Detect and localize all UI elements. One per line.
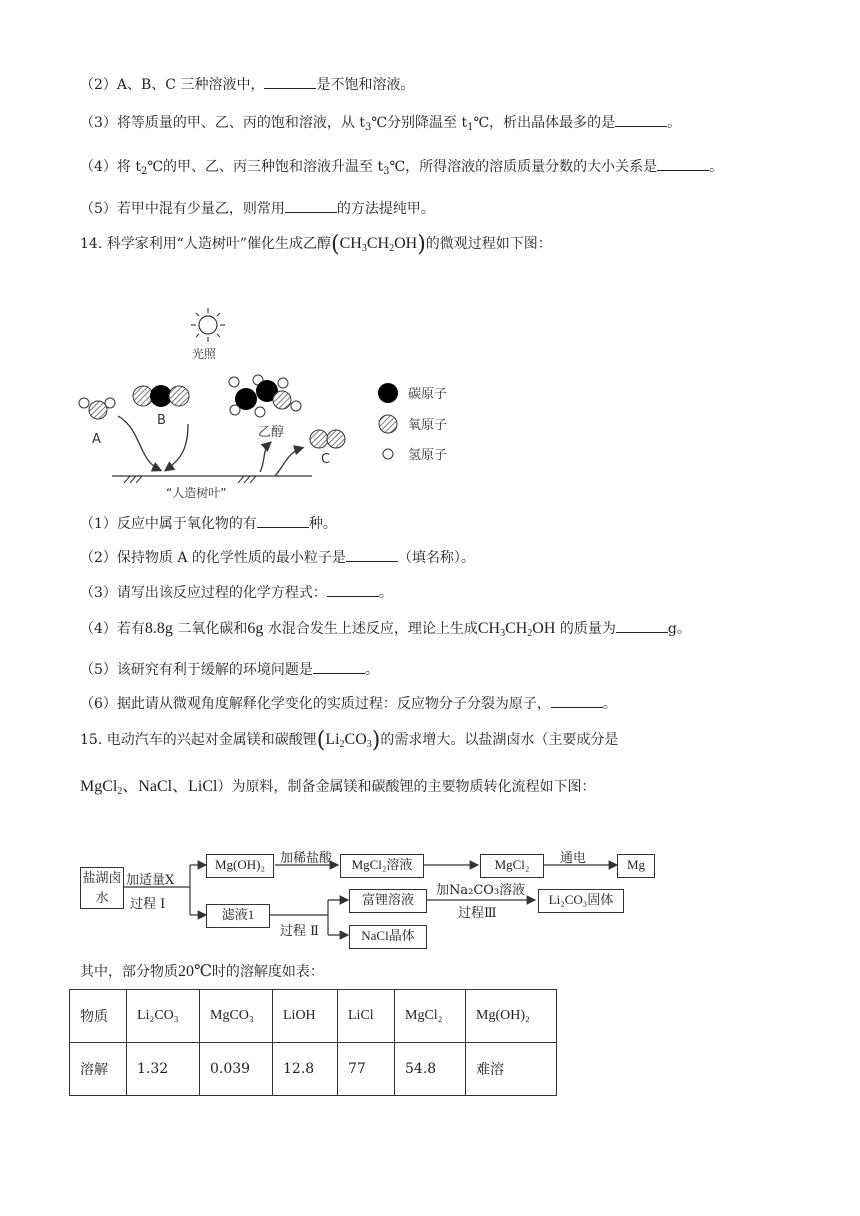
table-cell: 难溶 (466, 1043, 557, 1096)
q13-part4-mid2: ℃，所得溶液的溶质质量分数的大小关系是 (389, 159, 658, 175)
ethanol-formula: $CH_3CH_2OH$ (339, 235, 418, 254)
water-mass: 6g (247, 620, 264, 637)
q13-part2 (80, 74, 414, 95)
q13-part3-mid: ℃分别降温至 t (371, 115, 468, 131)
q14-part1-text: （1）反应中属于氧化物的有 (80, 516, 257, 532)
flow-li2co3-box: Li₂CO₃固体 (538, 889, 624, 913)
answer-blank[interactable] (657, 156, 709, 171)
q15-stem-line1: 15. 电动汽车的兴起对金属镁和碳酸锂$(Li_2CO_3)$的需求增大。以盐湖卤水（主要成分是 (80, 728, 619, 753)
q14-part5 (80, 659, 379, 680)
q14-part4-tail: g。 (667, 621, 691, 637)
light-label: 光照 (192, 347, 217, 361)
q13-part4-mid: ℃的甲、乙、丙三种饱和溶液升温至 t (147, 159, 384, 175)
q13-part5-tail: 的方法提纯甲。 (336, 201, 435, 217)
q14-part3-tail: 。 (378, 585, 393, 601)
table-cell: 77 (338, 1043, 395, 1096)
table-intro-tail: 时的溶解度如表： (211, 964, 324, 980)
table-header-cell: Li₂CO₃ (127, 990, 200, 1043)
q14-part4 (80, 618, 691, 644)
ethanol-molecule (229, 375, 301, 417)
table-intro (80, 962, 324, 982)
molecule-a (79, 398, 115, 419)
flow-acid-label: 加稀盐酸 (280, 851, 333, 866)
q13-part3-text: （3）将等质量的甲、乙、丙的饱和溶液，从 t (80, 115, 365, 131)
q15-stem-line2 (80, 777, 595, 802)
flow-step1-name: 过程 Ⅰ (130, 897, 166, 912)
subscript: 1 (467, 122, 474, 133)
table-header-cell: Mg(OH)₂ (466, 990, 557, 1043)
table-header-cell: 物质 (70, 990, 127, 1043)
q13-part4-text: （4）将 t (80, 159, 141, 175)
table-cell: 溶解 (70, 1043, 127, 1096)
q13-part3-mid2: ℃，析出晶体最多的是 (473, 115, 616, 131)
flow-step1-label: 加适量X (126, 873, 175, 888)
flow-na2co3-label: 加Na₂CO₃溶液 (436, 883, 526, 898)
q14-part6-text: （6）据此请从微观角度解释化学变化的实质过程：反应物分子分裂为原子， (80, 696, 551, 712)
q14-part5-tail: 。 (364, 662, 379, 678)
q13-part2-tail: 是不饱和溶液。 (316, 77, 415, 93)
solubility-table (69, 989, 557, 1096)
q14-part2-tail: （填名称）。 (397, 550, 475, 566)
sun-icon (191, 308, 225, 342)
arrow-b (166, 424, 188, 470)
table-header-cell: LiOH (273, 990, 338, 1043)
q13-part4-tail: 。 (709, 159, 724, 175)
flow-step2-label: 过程 Ⅱ (280, 924, 319, 939)
q15-stem-tail: 的需求增大。以盐湖卤水（主要成分是 (380, 732, 619, 748)
legend-oxygen: 氧原子 (408, 418, 448, 433)
legend-hydrogen: 氢原子 (408, 448, 448, 463)
q13-part5 (80, 198, 435, 219)
molecule-b (133, 385, 189, 407)
arrow-ethanol (260, 443, 270, 472)
q13-part5-text: （5）若甲中混有少量乙，则常用 (80, 201, 285, 217)
q14-part3 (80, 582, 393, 603)
temperature: 20℃ (178, 963, 212, 980)
q13-part3 (80, 112, 681, 138)
mgcl2-formula: MgCl$_2$、NaCl、LiCl (80, 778, 218, 797)
carbon-legend-icon (378, 383, 398, 403)
surface-hatch (124, 476, 256, 483)
q14-part3-text: （3）请写出该反应过程的化学方程式： (80, 585, 327, 601)
table-cell: 0.039 (200, 1043, 273, 1096)
flow-electrolysis-label: 通电 (560, 851, 587, 866)
table-header-cell: LiCl (338, 990, 395, 1043)
answer-blank[interactable] (346, 547, 398, 562)
flow-mgoh2-box: Mg(OH)₂ (206, 854, 274, 878)
flow-mgcl2-box: MgCl₂ (480, 854, 544, 878)
answer-blank[interactable] (616, 618, 668, 633)
q13-part2-text: （2）A、B、C 三种溶液中， (80, 77, 265, 93)
subscript: 2 (140, 166, 148, 177)
q14-stem-text: 14. 科学家利用“人造树叶”催化生成乙醇 (80, 236, 332, 252)
table-header-cell: MgCl₂ (395, 990, 466, 1043)
q13-part4 (80, 156, 723, 182)
answer-blank[interactable] (327, 582, 379, 597)
flow-source-box: 盐湖卤水 (80, 867, 124, 909)
q14-part4-mid1: 二氧化碳和 (172, 621, 248, 637)
q13-part3-tail: 。 (667, 115, 682, 131)
answer-blank[interactable] (285, 198, 337, 213)
q14-part4-mid3: 的质量为 (555, 621, 616, 637)
answer-blank[interactable] (257, 513, 309, 528)
li2co3-formula: $Li_2CO_3$ (325, 731, 372, 750)
q15-stem-text: 15. 电动汽车的兴起对金属镁和碳酸锂 (80, 732, 317, 748)
arrow-a (118, 416, 160, 470)
artificial-leaf-diagram (70, 300, 490, 505)
q14-stem: 14. 科学家利用“人造树叶”催化生成乙醇$(CH_3CH_2OH)$的微观过程如下图： (80, 232, 552, 257)
q14-part4-mid2: 水混合发生上述反应，理论上生成 (263, 621, 478, 637)
legend-carbon: 碳原子 (408, 387, 448, 402)
label-c: C (321, 452, 331, 467)
q14-part4-text: （4）若有 (80, 621, 145, 637)
table-header-cell: MgCO₃ (200, 990, 273, 1043)
co2-mass: 8.8g (144, 620, 173, 637)
q14-part1 (80, 513, 337, 534)
ethanol-formula: $CH_3CH_2OH$ (477, 620, 556, 639)
flow-nacl-box: NaCl晶体 (349, 925, 427, 949)
legend (378, 383, 447, 463)
arrow-c (275, 448, 302, 476)
answer-blank[interactable] (615, 112, 667, 127)
q14-part2-text: （2）保持物质 A 的化学性质的最小粒子是 (80, 550, 346, 566)
q14-part6-tail: 。 (602, 696, 617, 712)
table-row (70, 1043, 557, 1096)
table-cell: 1.32 (127, 1043, 200, 1096)
flow-mg-box: Mg (617, 854, 655, 878)
subscript: 3 (364, 122, 372, 133)
q14-part6 (80, 693, 617, 714)
leaf-label: “人造树叶” (166, 486, 227, 500)
hydrogen-legend-icon (383, 449, 393, 459)
q15-stem2-tail: ）为原料，制备金属镁和碳酸锂的主要物质转化流程如下图： (217, 779, 596, 795)
label-b: B (157, 413, 166, 428)
answer-blank[interactable] (551, 693, 603, 708)
answer-blank[interactable] (264, 74, 316, 89)
table-cell: 12.8 (273, 1043, 338, 1096)
q14-part2 (80, 547, 475, 568)
q14-part5-text: （5）该研究有利于缓解的环境问题是 (80, 662, 313, 678)
flow-mgcl2-solution-box: MgCl₂溶液 (340, 854, 424, 878)
flow-filtrate-box: 滤液1 (206, 904, 270, 928)
molecule-c (310, 430, 345, 448)
table-cell: 54.8 (395, 1043, 466, 1096)
subscript: 3 (383, 166, 390, 177)
table-header-row (70, 990, 557, 1043)
flow-li-rich-box: 富锂溶液 (349, 889, 427, 913)
label-a: A (92, 432, 101, 447)
q14-stem-tail: 的微观过程如下图： (425, 236, 552, 252)
flow-step3-label: 过程Ⅲ (458, 906, 497, 921)
ethanol-label: 乙醇 (258, 425, 285, 440)
q14-part1-tail: 种。 (308, 516, 337, 532)
answer-blank[interactable] (313, 659, 365, 674)
oxygen-legend-icon (379, 415, 397, 433)
table-intro-text: 其中，部分物质 (80, 964, 178, 980)
